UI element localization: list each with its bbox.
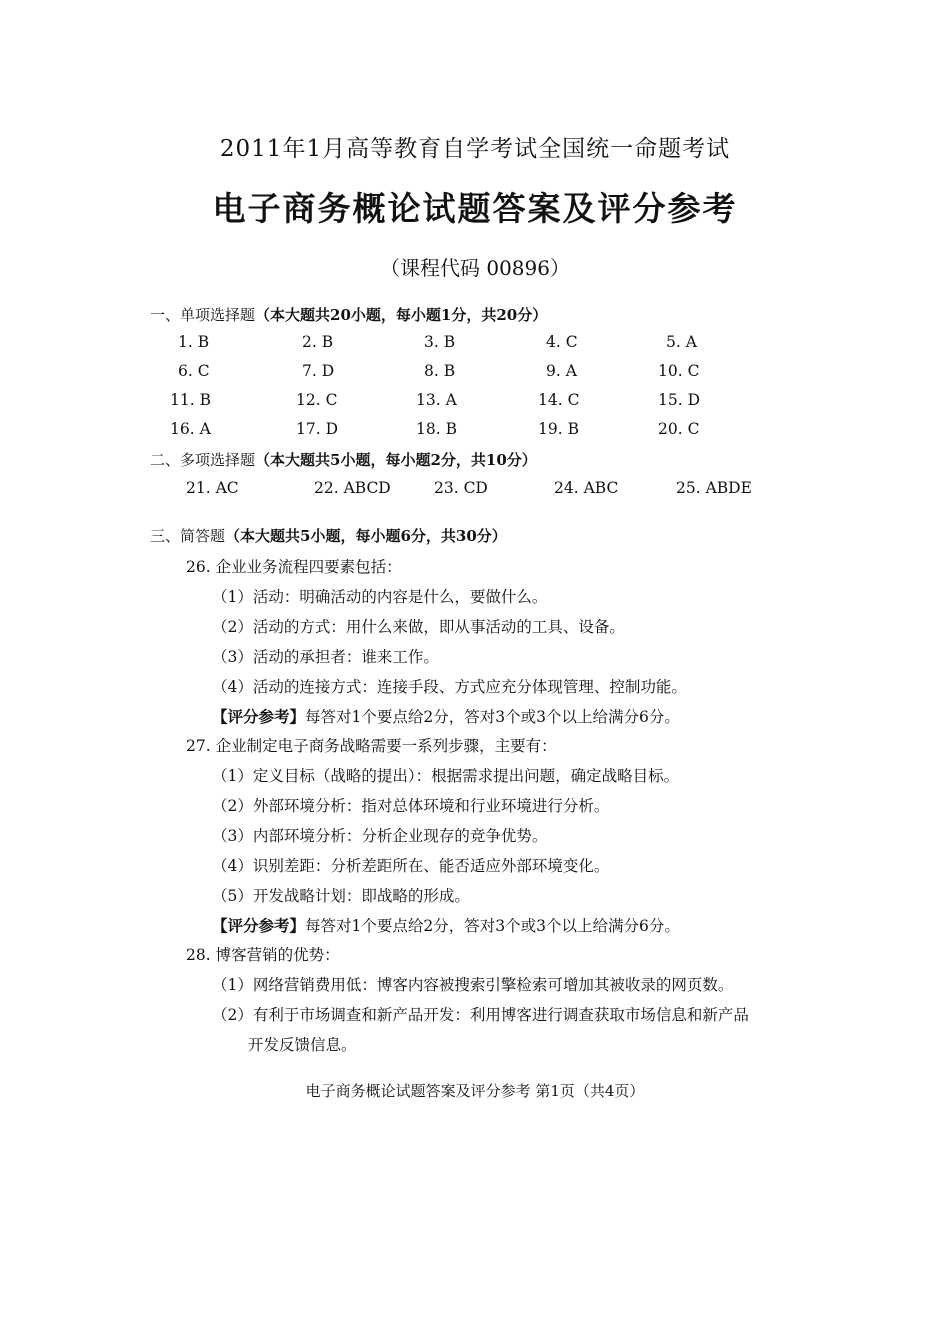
answer-point: （2）有利于市场调查和新产品开发：利用博客进行调查获取市场信息和新产品 xyxy=(212,1006,749,1024)
answer-item: 5. A xyxy=(666,333,697,351)
question-stem: 28. 博客营销的优势： xyxy=(186,946,340,964)
page-footer: 电子商务概论试题答案及评分参考 第1页（共4页） xyxy=(305,1082,645,1100)
answer-item: 19. B xyxy=(538,420,579,438)
answer-item: 13. A xyxy=(416,391,457,409)
answer-point: （1）网络营销费用低：博客内容被搜索引擎检索可增加其被收录的网页数。 xyxy=(212,976,734,994)
answer-item: 7. D xyxy=(302,362,335,380)
section2-note: （本大题共5小题，每小题2分，共10分） xyxy=(255,451,537,469)
scoring-tag: 【评分参考】 xyxy=(212,916,306,935)
answer-point: （3）活动的承担者：谁来工作。 xyxy=(212,648,439,666)
question-stem: 27. 企业制定电子商务战略需要一系列步骤，主要有： xyxy=(186,737,557,755)
answer-point-continuation: 开发反馈信息。 xyxy=(248,1036,357,1054)
answer-item: 17. D xyxy=(296,420,339,438)
answer-item: 12. C xyxy=(296,391,338,409)
section1-note: （本大题共20小题，每小题1分，共20分） xyxy=(255,306,548,324)
answer-item: 10. C xyxy=(658,362,700,380)
answer-item: 14. C xyxy=(538,391,580,409)
question-stem: 26. 企业业务流程四要素包括： xyxy=(186,558,402,576)
scoring-tag: 【评分参考】 xyxy=(212,707,306,726)
answer-point: （5）开发战略计划：即战略的形成。 xyxy=(212,887,470,905)
answer-item: 2. B xyxy=(302,333,334,351)
answer-item: 22. ABCD xyxy=(314,479,391,497)
scoring-text: 每答对1个要点给2分，答对3个或3个以上给满分6分。 xyxy=(305,708,680,726)
answer-point: （4）识别差距：分析差距所在、能否适应外部环境变化。 xyxy=(212,857,610,875)
answer-item: 24. ABC xyxy=(554,479,619,497)
scoring-text: 每答对1个要点给2分，答对3个或3个以上给满分6分。 xyxy=(305,917,680,935)
answer-item: 4. C xyxy=(546,333,578,351)
page-title: 电子商务概论试题答案及评分参考 xyxy=(212,189,738,228)
section3-label: 三、简答题 xyxy=(150,527,226,545)
scoring-note xyxy=(212,914,680,936)
course-code: （课程代码 00896） xyxy=(380,256,570,280)
answer-point: （2）活动的方式：用什么来做，即从事活动的工具、设备。 xyxy=(212,618,625,636)
section2-label: 二、多项选择题 xyxy=(150,451,256,469)
section1-label: 一、单项选择题 xyxy=(150,306,256,324)
answer-point: （2）外部环境分析：指对总体环境和行业环境进行分析。 xyxy=(212,797,610,815)
section3-heading xyxy=(150,525,507,546)
answer-item: 16. A xyxy=(170,420,211,438)
section1-heading xyxy=(150,304,547,325)
exam-header-line: 2011年1月高等教育自学考试全国统一命题考试 xyxy=(219,136,731,162)
answer-item: 18. B xyxy=(416,420,457,438)
answer-item: 15. D xyxy=(658,391,701,409)
answer-point: （1）定义目标（战略的提出）：根据需求提出问题，确定战略目标。 xyxy=(212,767,680,785)
answer-point: （3）内部环境分析：分析企业现存的竞争优势。 xyxy=(212,827,548,845)
answer-item: 8. B xyxy=(424,362,456,380)
answer-item: 21. AC xyxy=(186,479,239,497)
answer-item: 23. CD xyxy=(434,479,488,497)
answer-point: （1）活动：明确活动的内容是什么，要做什么。 xyxy=(212,588,548,606)
section2-heading xyxy=(150,449,537,470)
answer-item: 25. ABDE xyxy=(676,479,752,497)
answer-item: 11. B xyxy=(170,391,211,409)
section3-note: （本大题共5小题，每小题6分，共30分） xyxy=(225,527,507,545)
answer-item: 9. A xyxy=(546,362,577,380)
answer-item: 1. B xyxy=(178,333,210,351)
answer-point: （4）活动的连接方式：连接手段、方式应充分体现管理、控制功能。 xyxy=(212,678,687,696)
answer-item: 3. B xyxy=(424,333,456,351)
answer-item: 20. C xyxy=(658,420,700,438)
scoring-note xyxy=(212,705,680,727)
answer-item: 6. C xyxy=(178,362,210,380)
